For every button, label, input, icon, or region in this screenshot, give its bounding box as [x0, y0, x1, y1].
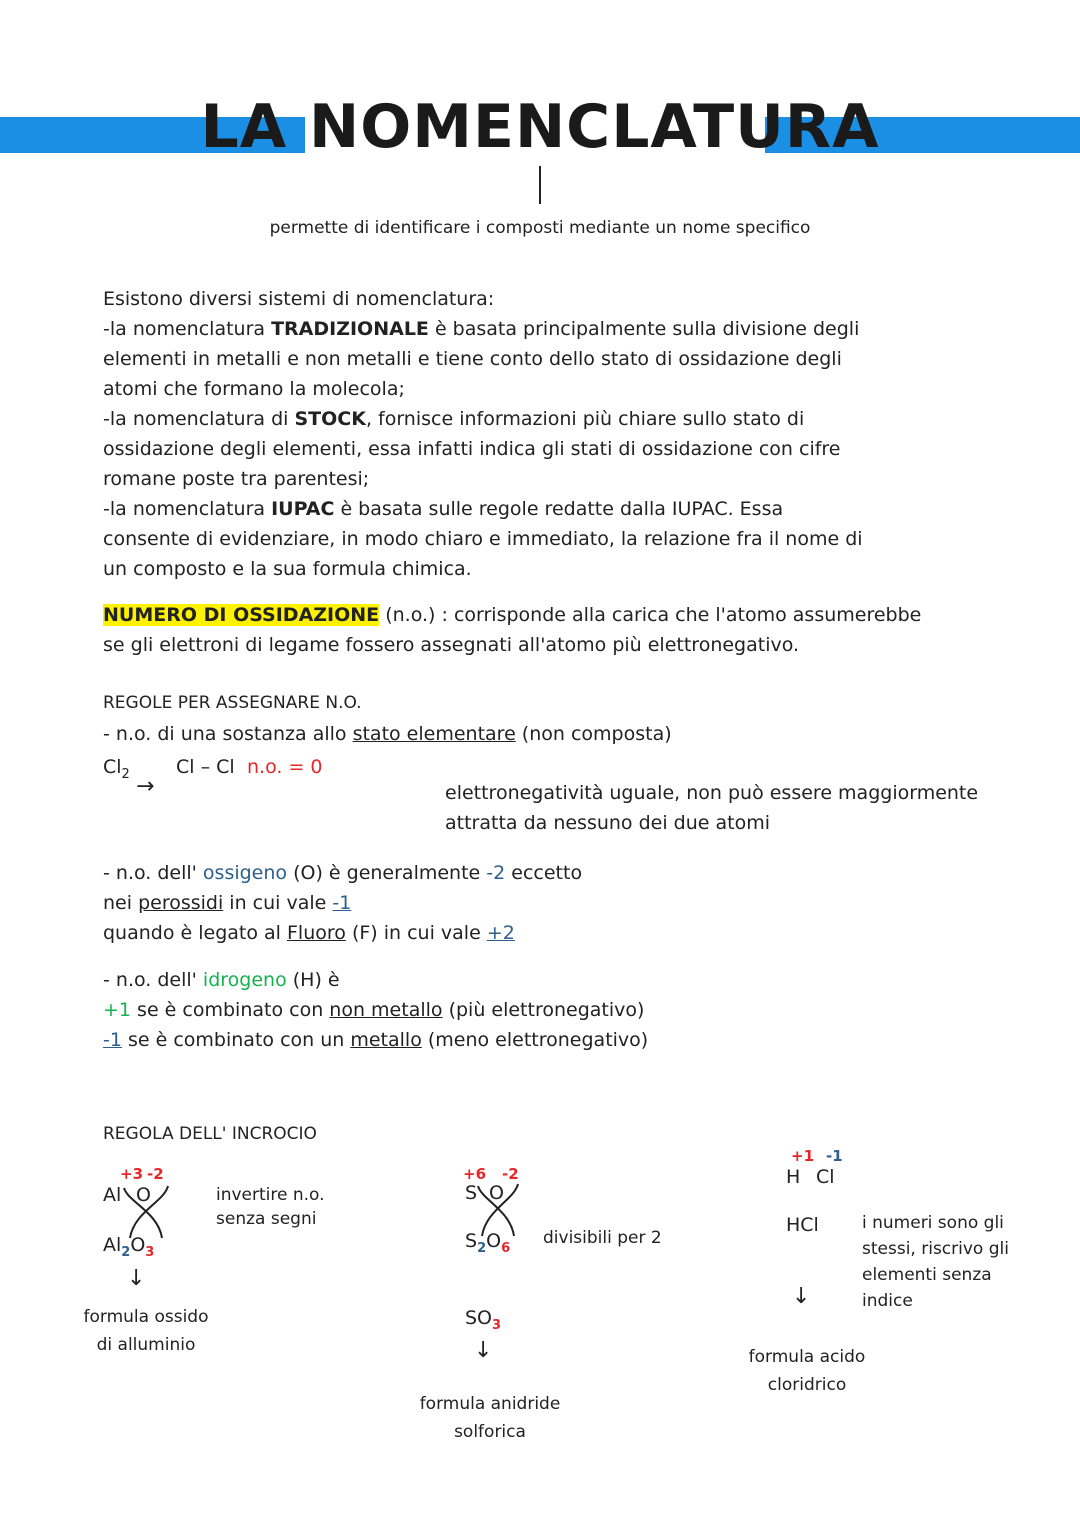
ex1-caption-2: di alluminio	[96, 1335, 196, 1355]
ex3-note-4: indice	[862, 1291, 913, 1311]
ex1-element-2: O	[136, 1184, 151, 1206]
non-metal-word: non metallo	[329, 999, 443, 1021]
definition-line-1	[103, 600, 1023, 630]
peroxide-line	[103, 888, 903, 918]
iupac-prefix: -la nomenclatura	[103, 498, 272, 520]
oxygen-line-1	[103, 858, 903, 888]
ex2-note: divisibili per 2	[543, 1228, 662, 1248]
oxygen-name: ossigeno	[202, 862, 288, 884]
fluorine-prefix: quando è legato al	[103, 922, 287, 944]
hydrogen-line-2	[103, 995, 903, 1025]
trad-prefix: -la nomenclatura	[103, 318, 272, 340]
ex2-caption	[400, 1390, 580, 1446]
page-title: LA NOMENCLATURA	[200, 92, 880, 162]
hydrogen-name: idrogeno	[202, 969, 287, 991]
ex3-note	[862, 1210, 1009, 1314]
ex1-result	[103, 1230, 154, 1268]
trad-text: è basata principalmente sulla divisione degli	[428, 318, 860, 340]
definition-block	[103, 600, 1023, 660]
stock-name: STOCK	[294, 408, 366, 430]
iupac-line-1	[103, 494, 1003, 524]
metal-word: metallo	[350, 1029, 422, 1051]
ex2-result-sub1: 2	[477, 1240, 487, 1256]
ex1-result-sub1: 2	[121, 1244, 131, 1260]
ex1-result-sub2: 3	[145, 1244, 155, 1260]
oxygen-mid: (O) è generalmente	[287, 862, 487, 884]
ex2-caption-1: formula anidride	[419, 1394, 561, 1414]
fluorine-value: +2	[486, 922, 515, 944]
iupac-line-2: consente di evidenziare, in modo chiaro e immediato, la relazione fra il nome di	[103, 528, 863, 550]
peroxide-value: -1	[332, 892, 352, 914]
ex1-result-el1: Al	[103, 1234, 122, 1256]
definition-abbr: (n.o.) :	[379, 604, 454, 626]
ex3-caption-1: formula acido	[748, 1347, 866, 1367]
intro-heading: Esistono diversi sistemi di nomenclatura:	[103, 288, 495, 310]
stock-line-2: ossidazione degli elementi, essa infatti indica gli stati di ossidazione con cifre	[103, 438, 841, 460]
peroxide-prefix: nei	[103, 892, 139, 914]
ex2-result	[465, 1226, 510, 1264]
no-zero: n.o. = 0	[247, 756, 323, 778]
cl2-symbol: Cl	[103, 756, 122, 778]
title-connector	[539, 166, 541, 204]
definition-text-1: corrisponde alla carica che l'atomo assumerebbe	[453, 604, 922, 626]
ex2-charge-2: -2	[502, 1165, 519, 1183]
fluorine-mid: (F) in cui vale	[345, 922, 487, 944]
cl2-formula	[103, 752, 130, 790]
hydrogen-suffix: (H) è	[286, 969, 340, 991]
ex2-result-el2: O	[486, 1230, 502, 1252]
hydrogen-prefix: - n.o. dell'	[103, 969, 203, 991]
oxygen-rules	[103, 858, 903, 948]
hydrogen-minus-one: -1	[103, 1029, 122, 1051]
ex2-simplified-el: SO	[465, 1307, 493, 1329]
rule-elemental-suffix: (non composta)	[515, 723, 672, 745]
ex3-note-1: i numeri sono gli	[862, 1213, 1004, 1233]
hydrogen-rules	[103, 965, 903, 1055]
stock-prefix: -la nomenclatura di	[103, 408, 295, 430]
fluorine-line	[103, 918, 903, 948]
trad-name: TRADIZIONALE	[271, 318, 429, 340]
ex1-caption-1: formula ossido	[83, 1307, 209, 1327]
hydrogen-line-3-mid: se è combinato con un	[121, 1029, 351, 1051]
ex2-down-arrow: ↓	[474, 1338, 493, 1363]
cl2-subscript: 2	[121, 766, 130, 782]
iupac-name: IUPAC	[271, 498, 335, 520]
electroneg-line-2: attratta da nessuno dei due atomi	[445, 812, 771, 834]
intro-block	[103, 284, 1003, 584]
electroneg-line-1: elettronegatività uguale, non può essere maggiormente	[445, 782, 979, 804]
ex1-element-1: Al	[103, 1184, 122, 1206]
ex3-charge-1: +1	[791, 1147, 815, 1165]
ex1-charge-1: +3	[120, 1165, 144, 1183]
oxygen-value: -2	[486, 862, 506, 884]
ex2-simplified-sub: 3	[492, 1317, 502, 1333]
oxygen-suffix: eccetto	[505, 862, 583, 884]
ex3-element-2: Cl	[816, 1166, 835, 1188]
ex3-down-arrow: ↓	[792, 1284, 811, 1309]
ex3-element-1: H	[786, 1166, 801, 1188]
hydrogen-line-2-mid: se è combinato con	[131, 999, 330, 1021]
right-arrow: →	[136, 774, 155, 799]
ex3-note-3: elementi senza	[862, 1265, 992, 1285]
ex3-note-2: stessi, riscrivo gli	[862, 1239, 1009, 1259]
ex1-charge-2: -2	[147, 1165, 164, 1183]
ex2-simplified	[465, 1303, 501, 1341]
hydrogen-line-2-suffix: (più elettronegativo)	[442, 999, 645, 1021]
peroxide-word: perossidi	[138, 892, 224, 914]
trad-line-2: elementi in metalli e non metalli e tiene conto dello stato di ossidazione degli	[103, 348, 842, 370]
ex2-element-1: S	[465, 1182, 478, 1204]
electroneg-explain	[445, 778, 1075, 838]
trad-line-3: atomi che formano la molecola;	[103, 378, 405, 400]
stock-text: , fornisce informazioni più chiare sullo stato di	[365, 408, 805, 430]
clcl-formula: Cl – Cl	[176, 756, 235, 778]
subtitle: permette di identificare i composti mediante un nome specifico	[269, 218, 811, 238]
ex2-caption-2: solforica	[454, 1422, 526, 1442]
iupac-line-3: un composto e la sua formula chimica.	[103, 558, 472, 580]
oxygen-prefix: - n.o. dell'	[103, 862, 203, 884]
rule-elemental-underlined: stato elementare	[352, 723, 516, 745]
hydrogen-line-1	[103, 965, 903, 995]
rule-elemental	[103, 719, 672, 749]
hydrogen-line-3	[103, 1025, 903, 1055]
hydrogen-line-3-suffix: (meno elettronegativo)	[421, 1029, 649, 1051]
ex3-charge-2: -1	[826, 1147, 843, 1165]
ex2-result-el1: S	[465, 1230, 478, 1252]
definition-term: NUMERO DI OSSIDAZIONE	[103, 604, 380, 626]
ex1-caption	[66, 1303, 226, 1359]
ex2-element-2: O	[489, 1182, 504, 1204]
rules-heading: REGOLE PER ASSEGNARE N.O.	[103, 693, 362, 713]
ex3-caption-2: cloridrico	[767, 1375, 847, 1395]
ex2-charge-1: +6	[463, 1165, 487, 1183]
ex3-caption	[727, 1343, 887, 1399]
ex1-down-arrow: ↓	[127, 1266, 146, 1291]
fluorine-word: Fluoro	[287, 922, 346, 944]
iupac-text: è basata sulle regole redatte dalla IUPAC. Essa	[334, 498, 784, 520]
ex1-note-line-1: invertire n.o.	[216, 1185, 325, 1205]
stock-line-1	[103, 404, 1003, 434]
ex1-note-line-2: senza segni	[216, 1209, 317, 1229]
peroxide-mid: in cui vale	[223, 892, 333, 914]
definition-line-2: se gli elettroni di legame fossero assegnati all'atomo più elettronegativo.	[103, 634, 800, 656]
rule-elemental-prefix: - n.o. di una sostanza allo	[103, 723, 353, 745]
trad-line-1	[103, 314, 1003, 344]
stock-line-3: romane poste tra parentesi;	[103, 468, 370, 490]
ex1-note	[216, 1183, 325, 1231]
incrocio-heading: REGOLA DELL' INCROCIO	[103, 1124, 317, 1144]
ex1-result-el2: O	[130, 1234, 146, 1256]
hydrogen-plus-one: +1	[103, 999, 132, 1021]
ex3-result: HCl	[786, 1214, 819, 1236]
ex2-result-sub2: 6	[501, 1240, 511, 1256]
